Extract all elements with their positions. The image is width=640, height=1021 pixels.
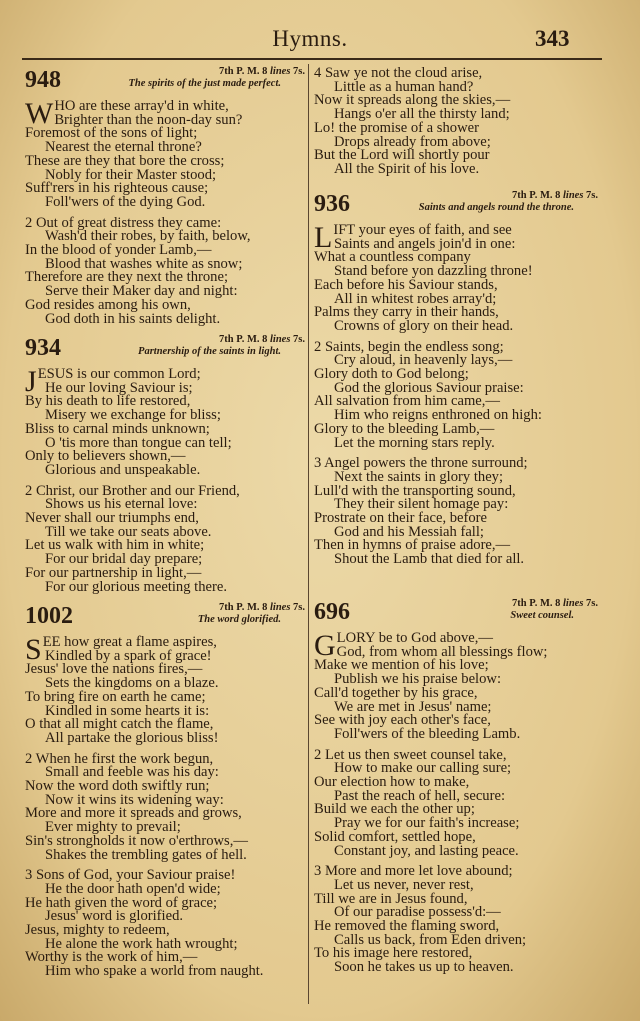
verse-text: LORY be to God above,— xyxy=(336,630,493,646)
verse-text: Then in hymns of praise adore,— xyxy=(314,537,511,554)
hymn xyxy=(25,334,305,601)
verse-text: 2 When he first the work begun, xyxy=(25,750,214,767)
hymn xyxy=(314,190,598,574)
verse-text: Glory doth to God belong; xyxy=(314,366,469,383)
verse-text: O that all might catch the flame, xyxy=(25,716,214,733)
meter-end: 7s. xyxy=(586,190,598,201)
verse-text: Next the saints in glory they; xyxy=(334,468,504,485)
verse-text: HO are these array'd in white, xyxy=(54,98,229,114)
verse-text: Now it spreads along the skies,— xyxy=(314,92,511,109)
stanza xyxy=(314,746,598,859)
verse-line xyxy=(314,317,598,334)
verse-line xyxy=(25,310,305,327)
drop-cap: G xyxy=(314,629,336,662)
verse-text: He hath given the word of grace; xyxy=(25,894,218,911)
verse-text: See with joy each other's face, xyxy=(314,712,491,729)
verse-text: Let the morning stars reply. xyxy=(334,434,495,451)
verse-text: Sets the kingdoms on a blaze. xyxy=(45,675,219,692)
running-head-title: Hymns. xyxy=(272,26,348,51)
verse-text: O 'tis more than tongue can tell; xyxy=(45,434,232,451)
verse-text: Wash'd their robes, by faith, below, xyxy=(45,228,251,245)
verse-text: Jesus, mighty to redeem, xyxy=(25,922,170,939)
verse-text: 3 Sons of God, your Saviour praise! xyxy=(25,867,236,884)
verse-text: Prostrate on their face, before xyxy=(314,510,488,527)
meter-end: 7s. xyxy=(293,602,305,613)
verse-text: Jesus' word is glorified. xyxy=(45,908,184,925)
verse-text: Crowns of glory on their head. xyxy=(334,317,514,334)
verse-text: To bring fire on earth he came; xyxy=(25,688,206,705)
verse-text: Soon he takes us up to heaven. xyxy=(334,959,514,976)
verse-text: Him who spake a world from naught. xyxy=(45,963,264,980)
verse-text: How to make our calling sure; xyxy=(334,760,512,777)
meter-text: 7th P. M. 8 xyxy=(219,602,268,613)
verse-text: He removed the flaming sword, xyxy=(314,918,500,935)
verse-text: Brighter than the noon-day sun? xyxy=(54,111,243,128)
verse-line xyxy=(314,160,598,177)
meter-text: 7th P. M. 8 xyxy=(512,598,561,609)
verse-text: Constant joy, and lasting peace. xyxy=(334,842,519,859)
hymn xyxy=(314,598,598,982)
verse-text: For our partnership in light,— xyxy=(25,564,202,581)
verse-text: All partake the glorious bliss! xyxy=(45,729,219,746)
verse-text: Now it wins its widening way: xyxy=(45,791,224,808)
stanza xyxy=(25,869,305,979)
meter-italic: lines xyxy=(269,66,291,77)
verse-text: Glory to the bleeding Lamb,— xyxy=(314,420,495,437)
verse-text: 4 Saw ye not the cloud arise, xyxy=(314,65,483,81)
verse-text: By his death to life restored, xyxy=(25,393,191,410)
verse-text: Bliss to carnal minds unknown; xyxy=(25,420,210,437)
meter-text: 7th P. M. 8 xyxy=(219,66,268,77)
meter-label xyxy=(219,334,305,346)
meter-end: 7s. xyxy=(293,66,305,77)
meter-end: 7s. xyxy=(586,598,598,609)
stanza xyxy=(314,865,598,975)
verse-text: Kindled by a spark of grace! xyxy=(45,647,212,664)
verse-text: In the blood of yonder Lamb,— xyxy=(25,242,212,259)
verse-text: ESUS is our common Lord; xyxy=(37,366,201,382)
verse-line xyxy=(314,434,598,451)
column-divider xyxy=(308,64,309,1004)
verse-text: 3 Angel powers the throne surround; xyxy=(314,455,528,472)
verse-text: Ever mighty to prevail; xyxy=(45,819,181,836)
drop-cap: S xyxy=(25,633,42,666)
hymn-header xyxy=(25,602,305,636)
verse-line xyxy=(314,842,598,859)
header-rule xyxy=(22,58,602,60)
drop-cap: L xyxy=(314,221,333,254)
verse-text: Now the word doth swiftly run; xyxy=(25,778,210,795)
verse-text: 2 Saints, begin the endless song; xyxy=(314,338,504,355)
stanza xyxy=(314,457,598,567)
verse-text: Make we mention of his love; xyxy=(314,657,489,674)
verse-text: Only to believers shown,— xyxy=(25,448,186,465)
meter-label xyxy=(512,598,598,610)
verse-text: Till we take our seats above. xyxy=(45,523,212,540)
verse-text: Drops already from above; xyxy=(334,133,491,150)
hymn-number: 936 xyxy=(314,191,350,217)
verse-text: He alone the work hath wrought; xyxy=(45,935,238,952)
verse-text: 2 Christ, our Brother and our Friend, xyxy=(25,482,240,499)
verse-text: Lull'd with the transporting sound, xyxy=(314,482,516,499)
meter-label xyxy=(219,66,305,78)
stanza xyxy=(25,482,305,595)
verse-text: Solid comfort, settled hope, xyxy=(314,828,476,845)
verse-text: Build we each the other up; xyxy=(314,801,475,818)
drop-cap: J xyxy=(25,365,37,398)
verse-text: God resides among his own, xyxy=(25,296,191,313)
verse-text: Lo! the promise of a shower xyxy=(314,119,479,136)
stanza xyxy=(25,750,305,863)
verse-text: Publish we his praise below: xyxy=(334,671,502,688)
verse-text: Nearest the eternal throne? xyxy=(45,139,202,156)
verse-text: He the door hath open'd wide; xyxy=(45,880,221,897)
hymn-header xyxy=(25,334,305,368)
verse-text: Palms they carry in their hands, xyxy=(314,304,499,321)
hymn-title: Sweet counsel. xyxy=(510,610,574,621)
hymn-number: 934 xyxy=(25,335,61,361)
verse-text: Therefore are they next the throne; xyxy=(25,269,228,286)
verse-text: God the glorious Saviour praise: xyxy=(334,379,524,396)
verse-text: 2 Let us then sweet counsel take, xyxy=(314,746,507,763)
verse-line xyxy=(314,961,598,975)
stanza xyxy=(25,633,305,746)
verse-line xyxy=(25,578,305,595)
verse-text: He our loving Saviour is; xyxy=(45,379,193,396)
meter-italic: lines xyxy=(269,334,291,345)
verse-text: For our bridal day prepare; xyxy=(45,551,203,568)
meter-italic: lines xyxy=(562,598,584,609)
verse-text: Jesus' love the nations fires,— xyxy=(25,661,203,678)
hymn xyxy=(25,602,305,986)
verse-text: Hangs o'er all the thirsty land; xyxy=(334,106,510,123)
verse-text: Stand before yon dazzling throne! xyxy=(334,263,533,280)
verse-text: God and his Messiah fall; xyxy=(334,523,484,540)
verse-text: We are met in Jesus' name; xyxy=(334,698,492,715)
verse-text: Foremost of the sons of light; xyxy=(25,125,198,142)
verse-text: Little as a human hand? xyxy=(334,78,474,95)
verse-text: Kindled in some hearts it is: xyxy=(45,702,210,719)
verse-text: Small and feeble was his day: xyxy=(45,764,219,781)
verse-text: More and more it spreads and grows, xyxy=(25,805,242,822)
verse-text: Pray we for our faith's increase; xyxy=(334,815,520,832)
verse-text: Saints and angels join'd in one: xyxy=(334,235,516,252)
stanza xyxy=(314,67,598,177)
verse-text: For our glorious meeting there. xyxy=(45,578,227,595)
hymn xyxy=(25,66,305,333)
verse-line xyxy=(314,725,598,742)
verse-text: Suff'rers in his righteous cause; xyxy=(25,180,209,197)
verse-text: Nobly for their Master stood; xyxy=(45,166,217,183)
verse-line xyxy=(25,846,305,863)
verse-text: Let us walk with him in white; xyxy=(25,537,205,554)
verse-text: Never shall our triumphs end, xyxy=(25,510,199,527)
verse-text: These are they that bore the cross; xyxy=(25,152,225,169)
hymn-number: 948 xyxy=(25,67,61,93)
stanza xyxy=(314,338,598,451)
verse-text: Blood that washes white as snow; xyxy=(45,255,243,272)
verse-text: What a countless company xyxy=(314,249,471,266)
verse-text: Misery we exchange for bliss; xyxy=(45,407,221,424)
verse-text: Foll'wers of the dying God. xyxy=(45,193,206,210)
verse-text: Glorious and unspeakable. xyxy=(45,461,201,478)
verse-text: Let us never, never rest, xyxy=(334,876,474,893)
hymn-title: Partnership of the saints in light. xyxy=(138,346,281,357)
verse-text: Call'd together by his grace, xyxy=(314,684,478,701)
verse-text: All the Spirit of his love. xyxy=(334,160,480,177)
meter-italic: lines xyxy=(562,190,584,201)
hymn xyxy=(314,67,598,184)
verse-line xyxy=(25,461,305,478)
verse-text: 3 More and more let love abound; xyxy=(314,863,513,880)
verse-text: All salvation from him came,— xyxy=(314,393,501,410)
stanza xyxy=(314,221,598,334)
verse-line xyxy=(25,729,305,746)
hymn-title: Saints and angels round the throne. xyxy=(418,202,574,213)
verse-text: Till we are in Jesus found, xyxy=(314,890,468,907)
hymn-header xyxy=(314,598,598,632)
verse-text: Foll'wers of the bleeding Lamb. xyxy=(334,725,521,742)
verse-text: Shows us his eternal love: xyxy=(45,496,198,513)
verse-text: Of our paradise possess'd:— xyxy=(334,904,501,921)
drop-cap: W xyxy=(25,97,54,130)
verse-line xyxy=(25,193,305,210)
verse-text: Past the reach of hell, secure: xyxy=(334,787,505,804)
meter-label xyxy=(512,190,598,202)
verse-text: Our election how to make, xyxy=(314,774,470,791)
page-number: 343 xyxy=(535,26,570,51)
verse-text: Shout the Lamb that died for all. xyxy=(334,551,525,568)
verse-text: Worthy is the work of him,— xyxy=(25,949,198,966)
hymn-title: The spirits of the just made perfect. xyxy=(128,78,281,89)
stanza xyxy=(25,214,305,327)
verse-text: Sin's strongholds it now o'erthrows,— xyxy=(25,832,248,849)
hymn-number: 1002 xyxy=(25,603,73,629)
verse-text: Shakes the trembling gates of hell. xyxy=(45,846,247,863)
verse-line xyxy=(314,553,598,567)
verse-text: Calls us back, from Eden driven; xyxy=(334,931,527,948)
verse-text: Serve their Maker day and night: xyxy=(45,283,238,300)
hymn-number: 696 xyxy=(314,599,350,625)
stanza xyxy=(25,365,305,478)
verse-text: Each before his Saviour stands, xyxy=(314,276,498,293)
hymn-title: The word glorified. xyxy=(197,614,281,625)
verse-text: Him who reigns enthroned on high: xyxy=(334,407,542,424)
verse-text: EE how great a flame aspires, xyxy=(42,634,217,650)
verse-text: All in whitest robes array'd; xyxy=(334,290,497,307)
verse-text: IFT your eyes of faith, and see xyxy=(333,222,512,238)
verse-text: Cry aloud, in heavenly lays,— xyxy=(334,352,513,369)
hymn-header xyxy=(25,66,305,100)
meter-end: 7s. xyxy=(293,334,305,345)
stanza xyxy=(25,97,305,210)
verse-text: They their silent homage pay: xyxy=(334,496,509,513)
meter-text: 7th P. M. 8 xyxy=(512,190,561,201)
hymn-header xyxy=(314,190,598,224)
verse-text: God, from whom all blessings flow; xyxy=(336,643,548,660)
verse-text: God doth in his saints delight. xyxy=(45,310,221,327)
meter-italic: lines xyxy=(269,602,291,613)
verse-text: 2 Out of great distress they came: xyxy=(25,214,222,231)
verse-text: To his image here restored, xyxy=(314,945,473,962)
meter-text: 7th P. M. 8 xyxy=(219,334,268,345)
stanza xyxy=(314,629,598,742)
verse-line xyxy=(25,965,305,979)
meter-label xyxy=(219,602,305,614)
verse-text: But the Lord will shortly pour xyxy=(314,147,490,164)
